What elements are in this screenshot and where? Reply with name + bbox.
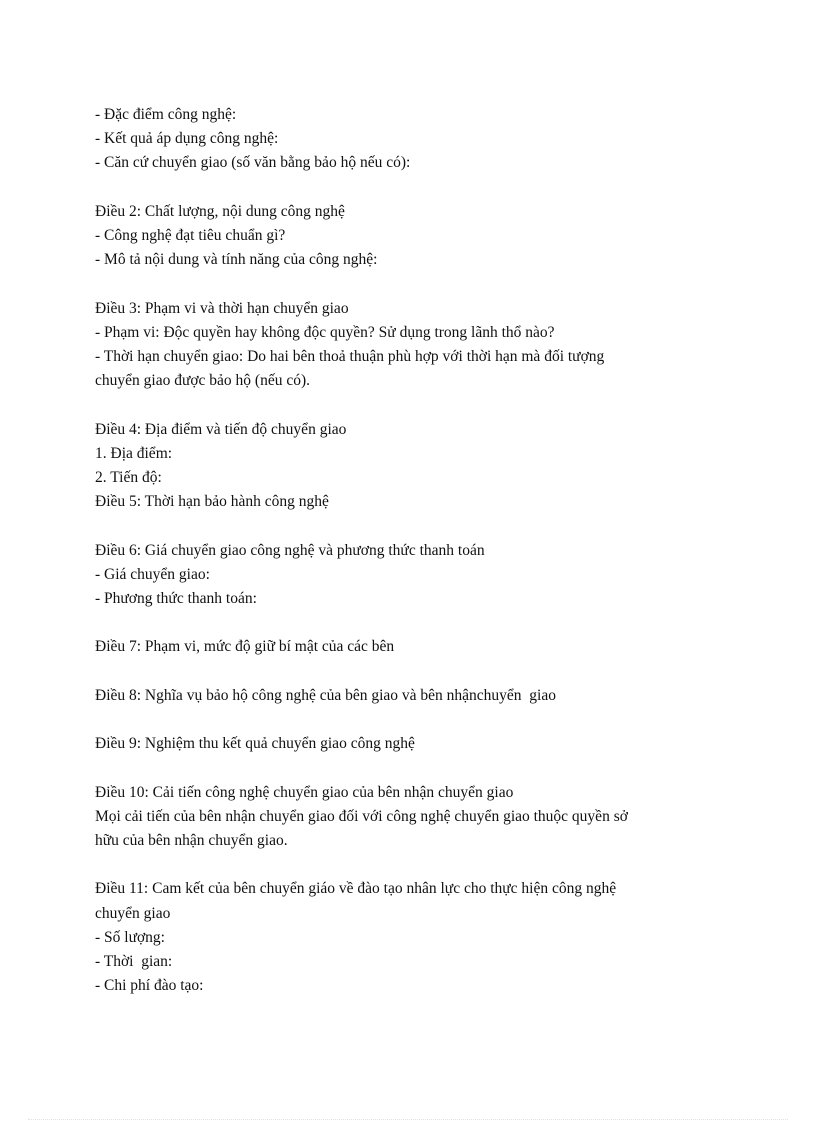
article-heading-9: Điều 9: Nghiệm thu kết quả chuyển giao công nghệ <box>95 735 415 753</box>
text-line: hữu của bên nhận chuyển giao. <box>95 831 288 849</box>
paragraph-gap <box>95 514 735 538</box>
text-line: - Giá chuyển giao: <box>95 565 210 583</box>
article-heading-2: Điều 2: Chất lượng, nội dung công nghệ <box>95 202 345 220</box>
text-line: - Chi phí đào tạo: <box>95 977 204 995</box>
text-line: - Công nghệ đạt tiêu chuẩn gì? <box>95 227 286 244</box>
paragraph-gap <box>95 756 735 780</box>
article-heading-7: Điều 7: Phạm vi, mức độ giữ bí mật của các bên <box>95 638 395 656</box>
text-line: - Thời hạn chuyển giao: Do hai bên thoả thuận phù hợp với thời hạn mà đối tượng <box>95 348 605 365</box>
paragraph-gap <box>95 660 735 684</box>
text-line: - Căn cứ chuyển giao (số văn bằng bảo hộ nếu có): <box>95 154 411 172</box>
document-body <box>95 103 735 998</box>
text-line: - Kết quả áp dụng công nghệ: <box>95 130 279 148</box>
article-heading-8: Điều 8: Nghĩa vụ bảo hộ công nghệ của bên giao và bên nhậnchuyển giao <box>95 686 556 704</box>
text-line: - Phạm vi: Độc quyền hay không độc quyền? Sử dụng trong lãnh thổ nào? <box>95 323 555 341</box>
paragraph-gap <box>95 611 735 635</box>
text-line: - Số lượng: <box>95 928 165 946</box>
paragraph-gap <box>95 272 735 296</box>
article-heading-3: Điều 3: Phạm vi và thời hạn chuyển giao <box>95 299 349 317</box>
text-line: 1. Địa điểm: <box>95 444 173 462</box>
text-line: - Thời gian: <box>95 952 173 970</box>
article-heading-10: Điều 10: Cải tiến công nghệ chuyển giao của bên nhận chuyển giao <box>95 783 514 801</box>
paragraph-gap <box>95 708 735 732</box>
article-heading-11: Điều 11: Cam kết của bên chuyển giáo về đào tạo nhân lực cho thực hiện công nghệ <box>95 880 617 898</box>
text-line: - Phương thức thanh toán: <box>95 590 257 607</box>
paragraph-gap <box>95 853 735 877</box>
text-line: Mọi cải tiến của bên nhận chuyển giao đối với công nghệ chuyển giao thuộc quyền sở <box>95 807 628 825</box>
paragraph-gap <box>95 393 735 417</box>
text-line: - Mô tả nội dung và tính năng của công nghệ: <box>95 251 378 269</box>
text-line: - Đặc điểm công nghệ: <box>95 106 237 123</box>
text-line: chuyển giao <box>95 904 171 922</box>
article-heading-5: Điều 5: Thời hạn bảo hành công nghệ <box>95 493 329 511</box>
text-line: chuyển giao được bảo hộ (nếu có). <box>95 372 311 390</box>
text-line: 2. Tiến độ: <box>95 469 162 486</box>
paragraph-gap <box>95 176 735 200</box>
article-heading-4: Điều 4: Địa điểm và tiến độ chuyển giao <box>95 420 347 438</box>
article-heading-6: Điều 6: Giá chuyển giao công nghệ và phương thức thanh toán <box>95 541 485 559</box>
page-bottom-divider <box>28 1119 788 1120</box>
